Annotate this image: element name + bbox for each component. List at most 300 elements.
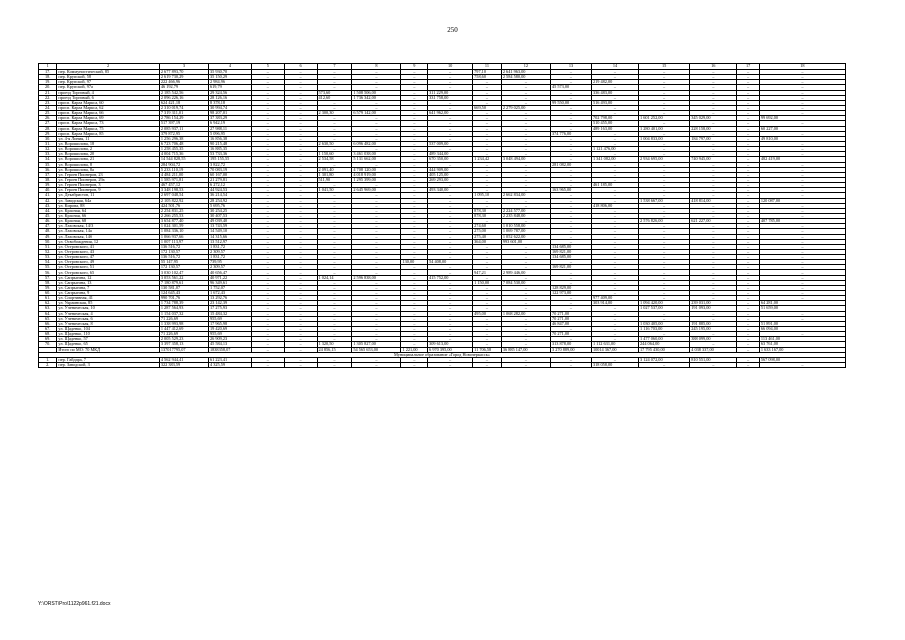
cell-col-11: – [473, 80, 502, 85]
cell-col-9: – [401, 291, 428, 296]
cell-col-4: 619,79 [208, 85, 251, 90]
cell-col-13: 13 [550, 64, 591, 70]
cell-col-12: 2 662 834,00 [501, 193, 550, 198]
cell-col-4: 6 942,19 [208, 121, 251, 126]
cell-col-18: 113 461,00 [759, 337, 845, 342]
cell-col-11: – [473, 244, 502, 249]
cell-col-18: – [759, 229, 845, 234]
cell-col-9: – [401, 85, 428, 90]
cell-col-8: 54 565 653,00 [352, 347, 401, 352]
cell-col-10: – [428, 270, 473, 275]
cell-col-15: – [639, 70, 690, 75]
cell-col-7: – [317, 136, 352, 141]
cell-col-6: – [284, 342, 317, 347]
cell-col-17: – [737, 229, 760, 234]
cell-col-4: 4 [208, 64, 251, 70]
cell-col-14: 318 058,00 [591, 363, 638, 368]
cell-col-15: 1 538 667,00 [639, 198, 690, 203]
cell-col-12: – [501, 244, 550, 249]
cell-col-16: – [690, 291, 737, 296]
cell-col-2: ул. Героев Пионеров, 23 [57, 172, 159, 177]
cell-col-7: – [317, 116, 352, 121]
cell-col-8: – [352, 301, 401, 306]
cell-col-7: – [317, 270, 352, 275]
cell-col-18: – [759, 234, 845, 239]
cell-col-13: 134 685,00 [550, 255, 591, 260]
cell-col-13: 128 829,00 [550, 285, 591, 290]
cell-col-10: 670 350,00 [428, 157, 473, 162]
cell-col-5: – [251, 249, 284, 254]
cell-col-8: 2 596 838,00 [352, 275, 401, 280]
cell-col-14: 303 914,00 [591, 301, 638, 306]
cell-col-3: 424 501,76 [159, 203, 208, 208]
cell-col-18: 482 419,00 [759, 157, 845, 162]
cell-col-9: – [401, 188, 428, 193]
cell-col-15: – [639, 100, 690, 105]
cell-col-10: – [428, 327, 473, 332]
cell-col-5: – [251, 203, 284, 208]
cell-col-14: 461 185,00 [591, 183, 638, 188]
cell-col-12: – [501, 255, 550, 260]
cell-col-5: – [251, 188, 284, 193]
cell-col-8: – [352, 234, 401, 239]
cell-col-18: 64 281,00 [759, 301, 845, 306]
cell-col-13: 70 271,00 [550, 311, 591, 316]
cell-col-5: – [251, 239, 284, 244]
cell-col-15: – [639, 121, 690, 126]
cell-col-6: – [284, 255, 317, 260]
cell-col-13: 163 965,00 [550, 188, 591, 193]
cell-col-15: – [639, 224, 690, 229]
cell-col-8: – [352, 332, 401, 337]
cell-col-10: – [428, 198, 473, 203]
cell-col-17: – [737, 347, 760, 352]
cell-col-9: – [401, 224, 428, 229]
cell-col-14: – [591, 357, 638, 362]
cell-col-14: – [591, 332, 638, 337]
cell-col-2: ул. Ворошилова, 8а [57, 167, 159, 172]
cell-col-3: 322 383,59 [159, 363, 208, 368]
cell-col-18: – [759, 203, 845, 208]
cell-col-3: 71 226,69 [159, 316, 208, 321]
cell-col-17: – [737, 265, 760, 270]
cell-col-18: – [759, 316, 845, 321]
cell-col-13: 313 878,00 [550, 342, 591, 347]
cell-col-17: – [737, 249, 760, 254]
cell-col-6: – [284, 321, 317, 326]
cell-col-13: – [550, 213, 591, 218]
cell-col-5: – [251, 183, 284, 188]
cell-col-7: – [317, 337, 352, 342]
cell-col-10: – [428, 208, 473, 213]
cell-col-18: – [759, 265, 845, 270]
cell-col-8: – [352, 265, 401, 270]
cell-col-16: – [690, 265, 737, 270]
cell-col-16: – [690, 260, 737, 265]
cell-col-18: – [759, 152, 845, 157]
cell-col-13: – [550, 121, 591, 126]
cell-col-7: – [317, 193, 352, 198]
cell-col-6: – [284, 337, 317, 342]
cell-col-1: 37. [39, 172, 57, 177]
cell-col-3: 379 872,95 [159, 131, 208, 136]
cell-col-5: – [251, 70, 284, 75]
cell-col-16: 418 814,00 [690, 198, 737, 203]
cell-col-12: – [501, 301, 550, 306]
cell-col-13: 45 573,00 [550, 85, 591, 90]
cell-col-15: – [639, 75, 690, 80]
cell-col-7: – [317, 219, 352, 224]
cell-col-17: – [737, 213, 760, 218]
cell-col-10: 54 408,00 [428, 260, 473, 265]
cell-col-4: 36 214,54 [208, 193, 251, 198]
cell-col-4: 14 549,10 [208, 229, 251, 234]
cell-col-16: 191 093,00 [690, 306, 737, 311]
cell-col-7: – [317, 229, 352, 234]
cell-col-1: 49. [39, 234, 57, 239]
cell-col-2: ул. Освобождения, 12 [57, 239, 159, 244]
cell-col-12: – [501, 249, 550, 254]
cell-col-15: 1 601 252,00 [639, 116, 690, 121]
cell-col-15: – [639, 296, 690, 301]
cell-col-6: – [284, 183, 317, 188]
cell-col-8: – [352, 255, 401, 260]
cell-col-13: – [550, 95, 591, 100]
cell-col-10: – [428, 80, 473, 85]
cell-col-2: просп. Карла Маркса, 66 [57, 111, 159, 116]
cell-col-11: 495,00 [473, 311, 502, 316]
cell-col-2: ул. Героев Пионеров, 3 [57, 183, 159, 188]
cell-col-17: – [737, 255, 760, 260]
cell-col-13: – [550, 141, 591, 146]
cell-col-15: 1 027 537,00 [639, 306, 690, 311]
cell-col-4: 1 672,43 [208, 291, 251, 296]
cell-col-5: – [251, 90, 284, 95]
cell-col-13: – [550, 301, 591, 306]
cell-col-7: – [317, 280, 352, 285]
cell-col-14: – [591, 136, 638, 141]
cell-col-15: – [639, 244, 690, 249]
cell-col-11: – [473, 291, 502, 296]
cell-col-5: – [251, 270, 284, 275]
cell-col-16: – [690, 203, 737, 208]
cell-col-11: – [473, 177, 502, 182]
cell-col-3: 6 723 706,48 [159, 141, 208, 146]
cell-col-12: – [501, 332, 550, 337]
cell-col-2: ул. Сапрыгина, 12 [57, 275, 159, 280]
cell-col-14: 489 163,00 [591, 126, 638, 131]
cell-col-13: – [550, 80, 591, 85]
cell-col-2: ул. Лаховская, 14/3 [57, 224, 159, 229]
cell-col-5: – [251, 147, 284, 152]
cell-col-11: 274,60 [473, 224, 502, 229]
cell-col-14: – [591, 85, 638, 90]
cell-col-5: – [251, 131, 284, 136]
cell-col-16: – [690, 363, 737, 368]
cell-col-14: 1 112 631,00 [591, 342, 638, 347]
cell-col-6: – [284, 121, 317, 126]
cell-col-3: 124 645,43 [159, 291, 208, 296]
cell-col-15: – [639, 265, 690, 270]
cell-col-14: – [591, 275, 638, 280]
cell-col-2: пер. Заводской, 3 [57, 363, 159, 368]
cell-col-8: – [352, 244, 401, 249]
cell-col-12: 1 052 622,00 [501, 234, 550, 239]
cell-col-1: 51. [39, 244, 57, 249]
cell-col-14: – [591, 193, 638, 198]
cell-col-7: 573,60 [317, 90, 352, 95]
cell-col-3: 2 105 822,92 [159, 198, 208, 203]
cell-col-6: – [284, 100, 317, 105]
cell-col-6: 6 [284, 64, 317, 70]
cell-col-7: – [317, 75, 352, 80]
cell-col-14: – [591, 280, 638, 285]
cell-col-7: – [317, 162, 352, 167]
cell-col-2: ул. Сапрыгина, 9 [57, 291, 159, 296]
cell-col-18: – [759, 95, 845, 100]
cell-col-2: ул. Ворошилова, 18 [57, 141, 159, 146]
cell-col-16: – [690, 239, 737, 244]
cell-col-8: – [352, 193, 401, 198]
cell-col-3: 1 734 788,39 [159, 301, 208, 306]
cell-col-2: просп. Карла Маркса, 69 [57, 116, 159, 121]
cell-col-10: – [428, 332, 473, 337]
cell-col-13: – [550, 147, 591, 152]
cell-col-1: 57. [39, 275, 57, 280]
cell-col-9: – [401, 172, 428, 177]
cell-col-18: – [759, 80, 845, 85]
cell-col-15: – [639, 193, 690, 198]
cell-col-11: 364,00 [473, 239, 502, 244]
cell-col-15: 2 576 826,00 [639, 219, 690, 224]
cell-col-8: – [352, 291, 401, 296]
cell-col-16: – [690, 141, 737, 146]
cell-col-8: – [352, 280, 401, 285]
cell-col-15: 3 124 072,00 [639, 357, 690, 362]
cell-col-2: ул. Ученическая, 10 [57, 306, 159, 311]
cell-col-10: – [428, 100, 473, 105]
cell-col-4: 1 831,72 [208, 255, 251, 260]
cell-col-6: – [284, 249, 317, 254]
cell-col-8: – [352, 136, 401, 141]
cell-col-1: 36. [39, 167, 57, 172]
cell-col-12: – [501, 296, 550, 301]
cell-col-8: 8 [352, 64, 401, 70]
cell-col-1: 20. [39, 85, 57, 90]
cell-col-5: – [251, 285, 284, 290]
cell-col-3: 1 447 412,69 [159, 327, 208, 332]
cell-col-5: – [251, 162, 284, 167]
cell-col-14: – [591, 265, 638, 270]
cell-col-15: – [639, 95, 690, 100]
cell-col-10: – [428, 193, 473, 198]
cell-col-3: 2 677 893,70 [159, 70, 208, 75]
cell-col-17: – [737, 100, 760, 105]
cell-col-8: 4 018 919,00 [352, 172, 401, 177]
cell-col-18: – [759, 311, 845, 316]
cell-col-17: – [737, 203, 760, 208]
cell-col-3: 3 348 198,53 [159, 188, 208, 193]
cell-col-9: – [401, 280, 428, 285]
cell-col-15: – [639, 291, 690, 296]
cell-col-11: 11 [473, 64, 502, 70]
cell-col-15: – [639, 183, 690, 188]
cell-col-10: 311 229,00 [428, 90, 473, 95]
cell-col-1: 28. [39, 126, 57, 131]
cell-col-17: – [737, 291, 760, 296]
cell-col-8: – [352, 321, 401, 326]
cell-col-4: 15 484,32 [208, 311, 251, 316]
cell-col-1: 21. [39, 90, 57, 95]
cell-col-2: ул. Лаховская, 14а [57, 229, 159, 234]
cell-col-3: 3 053 561,22 [159, 275, 208, 280]
cell-col-4: 2 984,96 [208, 80, 251, 85]
cell-col-7: 1 150,60 [317, 152, 352, 157]
cell-col-5: – [251, 311, 284, 316]
cell-col-15: – [639, 141, 690, 146]
cell-col-10: – [428, 105, 473, 110]
cell-col-9: 1 221,00 [401, 347, 428, 352]
cell-col-14: 14 [591, 64, 638, 70]
cell-col-16: – [690, 177, 737, 182]
cell-col-16: – [690, 213, 737, 218]
cell-col-2: просп. Карла Маркса, 62 [57, 105, 159, 110]
cell-col-11: 758,60 [473, 75, 502, 80]
cell-col-5: – [251, 121, 284, 126]
cell-col-16: 16 [690, 64, 737, 70]
cell-col-7: 2 300,30 [317, 111, 352, 116]
cell-col-4: 16 885,35 [208, 147, 251, 152]
cell-col-15: – [639, 316, 690, 321]
cell-col-5: – [251, 208, 284, 213]
cell-col-7: – [317, 126, 352, 131]
cell-col-11: 797,10 [473, 70, 502, 75]
cell-col-15: – [639, 239, 690, 244]
cell-col-15: 15 [639, 64, 690, 70]
cell-col-4: 5 695,76 [208, 203, 251, 208]
cell-col-18: – [759, 280, 845, 285]
cell-col-1: 30. [39, 136, 57, 141]
cell-col-4: 49 039,40 [208, 219, 251, 224]
cell-col-13: – [550, 198, 591, 203]
cell-col-14: – [591, 198, 638, 203]
cell-col-15: – [639, 270, 690, 275]
cell-col-3: 2 085 937,11 [159, 126, 208, 131]
cell-col-4: 44 924,53 [208, 188, 251, 193]
cell-col-18: – [759, 224, 845, 229]
cell-col-1: 45. [39, 213, 57, 218]
cell-col-9: – [401, 183, 428, 188]
cell-col-14: – [591, 239, 638, 244]
cell-col-13: – [550, 116, 591, 121]
cell-col-16: 388 099,00 [690, 337, 737, 342]
cell-col-4: 13 743,59 [208, 224, 251, 229]
cell-col-2: ул. Щаденко, 57 [57, 337, 159, 342]
cell-col-5: – [251, 229, 284, 234]
cell-col-17: – [737, 270, 760, 275]
cell-col-18: 1 633 167,00 [759, 347, 845, 352]
cell-col-4: 21 279,81 [208, 177, 251, 182]
cell-col-11: – [473, 265, 502, 270]
cell-col-13: – [550, 152, 591, 157]
cell-col-4: 13 292,76 [208, 296, 251, 301]
cell-col-10: – [428, 213, 473, 218]
cell-col-1: 65. [39, 316, 57, 321]
cell-col-5: – [251, 177, 284, 182]
cell-col-8: 1 508 506,00 [352, 90, 401, 95]
cell-col-6: – [284, 291, 317, 296]
cell-col-12: – [501, 172, 550, 177]
cell-col-7: 2 091,40 [317, 167, 352, 172]
cell-col-16: 810 551,00 [690, 357, 737, 362]
cell-col-12: – [501, 260, 550, 265]
cell-col-6: – [284, 177, 317, 182]
cell-col-12: – [501, 337, 550, 342]
cell-col-3: 1 154 037,32 [159, 311, 208, 316]
cell-col-5: – [251, 275, 284, 280]
cell-col-1: 50. [39, 239, 57, 244]
cell-col-18: 120 087,00 [759, 198, 845, 203]
cell-col-18: – [759, 183, 845, 188]
cell-col-10: – [428, 239, 473, 244]
cell-col-16: – [690, 85, 737, 90]
cell-col-1: 47. [39, 224, 57, 229]
cell-col-3: 1 256 296,38 [159, 136, 208, 141]
cell-col-15: – [639, 229, 690, 234]
cell-col-12: – [501, 291, 550, 296]
cell-col-18: 99 692,00 [759, 116, 845, 121]
cell-col-15: 1 094 420,00 [639, 301, 690, 306]
cell-col-3: 1 007 113,97 [159, 239, 208, 244]
cell-col-3: 1 287 564,93 [159, 306, 208, 311]
cell-col-1: 33. [39, 152, 57, 157]
cell-col-10: – [428, 249, 473, 254]
cell-col-7: – [317, 100, 352, 105]
cell-col-14: – [591, 291, 638, 296]
cell-col-6: – [284, 219, 317, 224]
cell-col-18: 51 659,00 [759, 306, 845, 311]
cell-col-4: 5 096,95 [208, 131, 251, 136]
cell-col-7: – [317, 198, 352, 203]
cell-col-14: – [591, 111, 638, 116]
cell-col-8: – [352, 85, 401, 90]
cell-col-10: 537 009,00 [428, 141, 473, 146]
cell-col-17: – [737, 239, 760, 244]
cell-col-1: 61. [39, 296, 57, 301]
cell-col-3: 137017795,07 [159, 347, 208, 352]
cell-col-18: – [759, 285, 845, 290]
cell-col-15: – [639, 90, 690, 95]
cell-col-5: – [251, 111, 284, 116]
cell-col-11: – [473, 131, 502, 136]
cell-col-7: – [317, 249, 352, 254]
cell-col-12: – [501, 188, 550, 193]
cell-col-16: – [690, 229, 737, 234]
cell-col-15: – [639, 188, 690, 193]
cell-col-17: – [737, 363, 760, 368]
cell-col-18: 18 [759, 64, 845, 70]
cell-col-3: 3 030 102,47 [159, 270, 208, 275]
cell-col-13: 169 821,00 [550, 249, 591, 254]
cell-col-13: 3 270 889,00 [550, 347, 591, 352]
cell-col-13: – [550, 296, 591, 301]
cell-col-14: – [591, 311, 638, 316]
cell-col-13: – [550, 105, 591, 110]
cell-col-7: – [317, 265, 352, 270]
cell-col-14: – [591, 249, 638, 254]
cell-col-10: – [428, 203, 473, 208]
cell-col-13: – [550, 306, 591, 311]
